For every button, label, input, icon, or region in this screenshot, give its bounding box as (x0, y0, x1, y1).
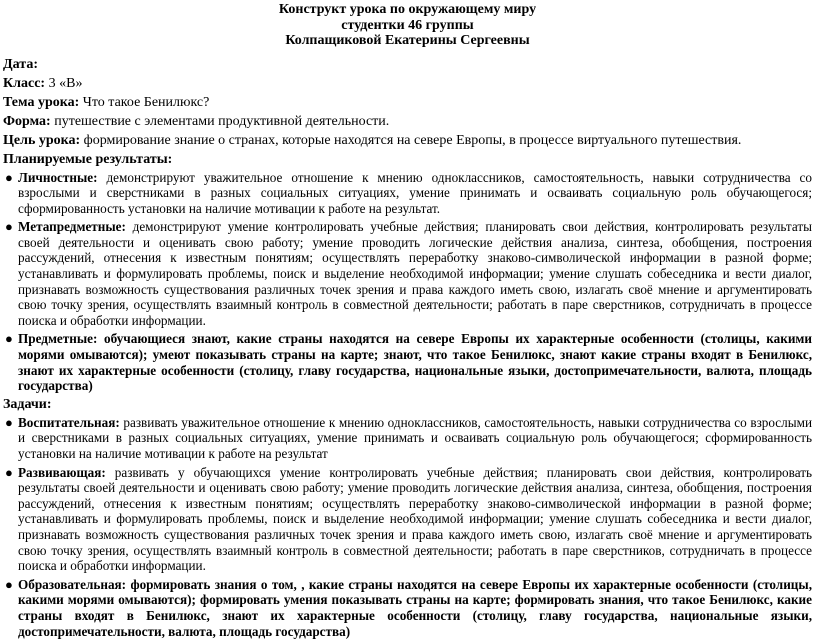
bullet-icon: ● (5, 464, 13, 480)
bullet-icon: ● (5, 169, 13, 185)
bullet-icon: ● (5, 576, 13, 592)
tasks-heading: Задачи: (3, 396, 52, 412)
results-item-metasubject (3, 219, 812, 328)
results-item-personal (3, 170, 812, 217)
tasks-item-label: Воспитательная: (18, 414, 120, 430)
results-item-text: демонстрируют уважительное отношение к мнению одноклассников, самостоятельность, навыки сотрудничества со взрослыми и сверстниками в разных социальных ситуациях, умение принимать и осваивать социальную роль обучающегося; сформированность установки на наличие мотивации к работе на результат. (18, 169, 812, 216)
goal-label: Цель урока: (3, 132, 81, 148)
tasks-item-label: Образовательная: (18, 576, 127, 592)
tasks-item-developing (3, 465, 812, 574)
class-field (3, 76, 812, 92)
form-label: Форма: (3, 113, 51, 129)
tasks-item-text: развивать у обучающихся умение контролировать учебные действия; планировать свои действия, контролировать результаты своей деятельности и оценивать свою работу; умение проводить логические действия анализа, синтеза, обобщения, построения рассуждений, отнесения к известным понятиям; осуществлять переработку знаково-символической информации в разной форме; устанавливать и формулировать проблемы, поиск и выделение необходимой информации; умение слушать собеседника и вести диалог, признавать возможность существования различных точек зрения и права каждого иметь свою, излагать своё мнение и аргументировать свою точку зрения, осуществлять взаимный контроль в совместной деятельности; работать в паре сверстников, сотрудничать в процессе поиска и обработки информации. (18, 464, 812, 574)
results-item-subject (3, 331, 812, 393)
topic-label: Тема урока: (3, 94, 80, 110)
topic-field (3, 95, 812, 111)
results-item-label: Личностные: (18, 169, 98, 185)
date-label: Дата: (3, 56, 38, 72)
header-line-1: Конструкт урока по окружающему миру (278, 2, 537, 17)
goal-value: формирование знание о странах, которые находятся на севере Европы, в процессе виртуального путешествия. (80, 132, 742, 148)
bullet-icon: ● (5, 414, 13, 430)
tasks-list (3, 415, 812, 639)
tasks-item-teaching (3, 577, 812, 639)
date-field (3, 57, 812, 73)
results-item-text: демонстрируют умение контролировать учебные действия; планировать свои действия, контролировать результаты своей деятельности и оценивать свою работу; умение проводить логические действия анализа, синтеза, обобщения, построения рассуждений, отнесения к известным понятиям; осуществлять переработку знаково-символической информации в разной форме; устанавливать и формулировать проблемы, поиск и выделение необходимой информации; умение слушать собеседника и вести диалог, признавать возможность существования различных точек зрения и права каждого иметь свою, излагать своё мнение и аргументировать свою точку зрения, осуществлять взаимный контроль в совместной деятельности; работать в паре сверстников, сотрудничать в процессе поиска и обработки информации. (18, 219, 812, 328)
tasks-item-text: развивать уважительное отношение к мнению одноклассников, самостоятельность, навыки сотрудничества со взрослыми и сверстниками в разных социальных ситуациях, умение принимать и осваивать социальную роль обучающегося; сформированность установки на наличие мотивации к работе на результат (18, 414, 812, 461)
form-field (3, 114, 812, 130)
tasks-item-text: формировать знания о том, , какие страны находятся на севере Европы их характерные особенности (столицы, какими морями омываются); формировать умения показывать страны на карте; формировать знания, что такое Бенилюкс, какие страны входят в Бенилюкс, знают их характерные особенности (столицу, главу государства, национальные языки, достопримечательности, валюта, площадь государства) (18, 576, 812, 639)
header-line-3: Колпащиковой Екатерины Сергеевны (285, 33, 530, 48)
results-item-label: Метапредметные: (18, 219, 126, 235)
class-label: Класс: (3, 75, 46, 91)
goal-field (3, 133, 812, 149)
form-value: путешествие с элементами продуктивной деятельности. (50, 113, 390, 129)
tasks-item-label: Развивающая: (18, 464, 106, 480)
document-header (3, 2, 812, 49)
results-heading: Планируемые результаты: (3, 151, 173, 167)
topic-value: Что такое Бенилюкс? (79, 94, 210, 110)
bullet-icon: ● (5, 219, 13, 235)
results-item-label: Предметные: (18, 331, 98, 347)
results-item-text: обучающиеся знают, какие страны находятся на севере Европы их характерные особенности (столицы, какими морями омываются); умеют показывать страны на карте; знают, что такое Бенилюкс, знают какие страны входят в Бенилюкс, знают их характерные особенности (столицу, главу государства, национальные языки, достопримечательности, валюта, площадь государства) (18, 331, 812, 394)
results-list (3, 170, 812, 394)
tasks-item-educational (3, 415, 812, 462)
class-value: 3 «В» (45, 75, 83, 91)
bullet-icon: ● (5, 331, 13, 347)
header-line-2: студентки 46 группы (341, 17, 474, 33)
